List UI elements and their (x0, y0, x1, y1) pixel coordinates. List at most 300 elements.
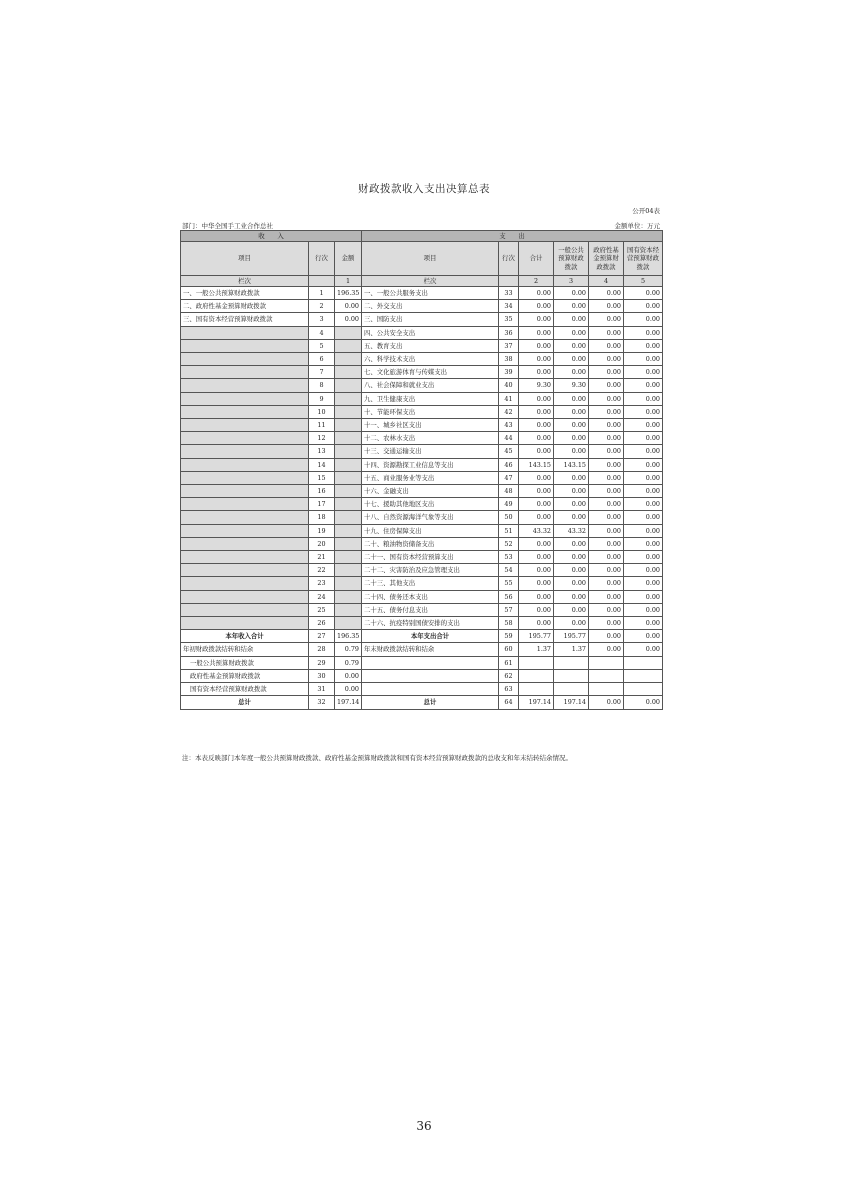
left-row-no: 21 (309, 551, 335, 564)
right-item: 十六、金融支出 (362, 485, 499, 498)
right-row-no: 35 (499, 313, 519, 326)
gov-fund-amount: 0.00 (589, 511, 624, 524)
state-capital-amount: 0.00 (624, 485, 663, 498)
left-row-no: 6 (309, 353, 335, 366)
left-item (181, 353, 309, 366)
right-item (362, 656, 499, 669)
gov-fund-amount: 0.00 (589, 551, 624, 564)
right-row-no: 43 (499, 419, 519, 432)
unit-label: 金额单位：万元 (614, 222, 660, 230)
left-row-no: 23 (309, 577, 335, 590)
col-label-income: 栏次 (181, 276, 309, 287)
left-item (181, 339, 309, 352)
state-capital-amount: 0.00 (624, 339, 663, 352)
gov-fund-amount: 0.00 (589, 696, 624, 709)
state-capital-amount: 0.00 (624, 630, 663, 643)
col-index-2: 2 (519, 276, 554, 287)
general-budget-amount: 43.32 (554, 524, 589, 537)
total-amount (519, 656, 554, 669)
left-row-no: 14 (309, 458, 335, 471)
gov-fund-amount: 0.00 (589, 405, 624, 418)
total-amount: 0.00 (519, 564, 554, 577)
gov-fund-amount: 0.00 (589, 379, 624, 392)
general-budget-amount: 0.00 (554, 471, 589, 484)
left-amount (335, 498, 362, 511)
state-capital-amount: 0.00 (624, 511, 663, 524)
right-item: 二十一、国有资本经营预算支出 (362, 551, 499, 564)
left-item (181, 603, 309, 616)
left-item (181, 366, 309, 379)
left-item (181, 419, 309, 432)
left-row-no: 22 (309, 564, 335, 577)
left-amount: 196.35 (335, 630, 362, 643)
right-item (362, 683, 499, 696)
general-budget-amount: 0.00 (554, 603, 589, 616)
left-amount: 0.00 (335, 669, 362, 682)
left-amount (335, 551, 362, 564)
form-number: 公开04表 (632, 207, 660, 215)
right-row-no: 47 (499, 471, 519, 484)
right-row-no: 41 (499, 392, 519, 405)
right-row-no: 37 (499, 339, 519, 352)
left-amount (335, 617, 362, 630)
table-note: 注：本表反映部门本年度一般公共预算财政拨款、政府性基金预算财政拨款和国有资本经营预算财政拨款的总收支和年末结转结余情况。 (182, 754, 572, 762)
right-item: 九、卫生健康支出 (362, 392, 499, 405)
table-row (181, 405, 663, 418)
right-row-no: 54 (499, 564, 519, 577)
left-amount (335, 353, 362, 366)
header-item-expense: 项目 (362, 242, 499, 276)
gov-fund-amount: 0.00 (589, 392, 624, 405)
state-capital-amount: 0.00 (624, 326, 663, 339)
right-row-no: 53 (499, 551, 519, 564)
total-amount: 9.30 (519, 379, 554, 392)
right-item: 二十二、灾害防治及应急管理支出 (362, 564, 499, 577)
right-item: 二十四、债务还本支出 (362, 590, 499, 603)
table-row (181, 339, 663, 352)
left-item: 一般公共预算财政拨款 (181, 656, 309, 669)
total-amount: 0.00 (519, 432, 554, 445)
total-amount: 0.00 (519, 300, 554, 313)
gov-fund-amount: 0.00 (589, 326, 624, 339)
total-amount: 0.00 (519, 590, 554, 603)
total-amount (519, 683, 554, 696)
state-capital-amount: 0.00 (624, 313, 663, 326)
right-row-no: 59 (499, 630, 519, 643)
left-amount (335, 511, 362, 524)
left-row-no: 2 (309, 300, 335, 313)
right-item: 十九、住房保障支出 (362, 524, 499, 537)
col-label-expense: 栏次 (362, 276, 499, 287)
state-capital-amount: 0.00 (624, 287, 663, 300)
left-row-no: 25 (309, 603, 335, 616)
header-row-columns (181, 242, 663, 276)
left-item: 年初财政拨款结转和结余 (181, 643, 309, 656)
right-item: 十三、交通运输支出 (362, 445, 499, 458)
right-row-no: 42 (499, 405, 519, 418)
table-row (181, 419, 663, 432)
header-row-col-index (181, 276, 663, 287)
state-capital-amount (624, 669, 663, 682)
left-row-no: 5 (309, 339, 335, 352)
right-row-no: 50 (499, 511, 519, 524)
header-amount: 金额 (335, 242, 362, 276)
state-capital-amount: 0.00 (624, 366, 663, 379)
left-amount (335, 339, 362, 352)
header-gov-fund: 政府性基金预算财政拨款 (589, 242, 624, 276)
left-item (181, 564, 309, 577)
right-item: 四、公共安全支出 (362, 326, 499, 339)
gov-fund-amount: 0.00 (589, 564, 624, 577)
right-row-no: 52 (499, 537, 519, 550)
general-budget-amount (554, 683, 589, 696)
right-item (362, 669, 499, 682)
left-row-no: 20 (309, 537, 335, 550)
left-item (181, 551, 309, 564)
left-amount (335, 537, 362, 550)
left-item (181, 617, 309, 630)
left-amount (335, 366, 362, 379)
state-capital-amount: 0.00 (624, 458, 663, 471)
left-amount (335, 405, 362, 418)
right-row-no: 60 (499, 643, 519, 656)
gov-fund-amount: 0.00 (589, 287, 624, 300)
left-item: 政府性基金预算财政拨款 (181, 669, 309, 682)
right-item: 十八、自然资源海洋气象等支出 (362, 511, 499, 524)
state-capital-amount: 0.00 (624, 643, 663, 656)
left-item (181, 590, 309, 603)
right-item: 十四、资源勘探工业信息等支出 (362, 458, 499, 471)
right-row-no: 62 (499, 669, 519, 682)
left-row-no: 12 (309, 432, 335, 445)
total-amount: 0.00 (519, 405, 554, 418)
right-row-no: 45 (499, 445, 519, 458)
col-index-1: 1 (335, 276, 362, 287)
left-row-no: 15 (309, 471, 335, 484)
total-amount: 0.00 (519, 537, 554, 550)
table-row (181, 300, 663, 313)
left-row-no: 27 (309, 630, 335, 643)
state-capital-amount: 0.00 (624, 445, 663, 458)
left-amount: 197.14 (335, 696, 362, 709)
state-capital-amount: 0.00 (624, 524, 663, 537)
left-amount (335, 326, 362, 339)
general-budget-amount: 0.00 (554, 353, 589, 366)
gov-fund-amount: 0.00 (589, 524, 624, 537)
right-row-no: 40 (499, 379, 519, 392)
right-row-no: 34 (499, 300, 519, 313)
total-amount: 0.00 (519, 511, 554, 524)
left-item: 三、国有资本经营预算财政拨款 (181, 313, 309, 326)
left-item: 本年收入合计 (181, 630, 309, 643)
general-budget-amount (554, 669, 589, 682)
header-item: 项目 (181, 242, 309, 276)
table-row (181, 485, 663, 498)
col-index-blank (309, 276, 335, 287)
right-item: 六、科学技术支出 (362, 353, 499, 366)
left-amount: 0.00 (335, 313, 362, 326)
right-row-no: 61 (499, 656, 519, 669)
general-budget-amount: 0.00 (554, 445, 589, 458)
right-item: 五、教育支出 (362, 339, 499, 352)
total-amount: 0.00 (519, 326, 554, 339)
table-row (181, 603, 663, 616)
general-budget-amount: 0.00 (554, 287, 589, 300)
gov-fund-amount: 0.00 (589, 458, 624, 471)
left-amount (335, 392, 362, 405)
general-budget-amount: 0.00 (554, 432, 589, 445)
table-row (181, 458, 663, 471)
total-amount: 195.77 (519, 630, 554, 643)
page-number: 36 (416, 1119, 432, 1133)
left-item (181, 392, 309, 405)
general-budget-amount: 0.00 (554, 564, 589, 577)
general-budget-amount: 143.15 (554, 458, 589, 471)
total-amount: 0.00 (519, 603, 554, 616)
general-budget-amount: 0.00 (554, 339, 589, 352)
total-amount: 0.00 (519, 617, 554, 630)
gov-fund-amount: 0.00 (589, 485, 624, 498)
right-item: 总计 (362, 696, 499, 709)
state-capital-amount: 0.00 (624, 564, 663, 577)
right-item: 十、节能环保支出 (362, 405, 499, 418)
left-row-no: 9 (309, 392, 335, 405)
right-row-no: 38 (499, 353, 519, 366)
left-row-no: 16 (309, 485, 335, 498)
state-capital-amount: 0.00 (624, 603, 663, 616)
general-budget-amount: 0.00 (554, 405, 589, 418)
gov-fund-amount: 0.00 (589, 366, 624, 379)
left-amount (335, 471, 362, 484)
table-row (181, 577, 663, 590)
gov-fund-amount: 0.00 (589, 590, 624, 603)
col-index-4: 4 (589, 276, 624, 287)
total-amount: 0.00 (519, 313, 554, 326)
left-amount (335, 603, 362, 616)
total-amount: 0.00 (519, 419, 554, 432)
left-amount (335, 458, 362, 471)
table-row (181, 656, 663, 669)
general-budget-amount: 0.00 (554, 537, 589, 550)
page-title: 财政拨款收入支出决算总表 (358, 183, 490, 195)
total-amount: 0.00 (519, 366, 554, 379)
left-item (181, 432, 309, 445)
gov-fund-amount: 0.00 (589, 419, 624, 432)
left-row-no: 11 (309, 419, 335, 432)
gov-fund-amount: 0.00 (589, 300, 624, 313)
total-amount: 0.00 (519, 498, 554, 511)
left-item (181, 326, 309, 339)
left-item (181, 511, 309, 524)
left-amount (335, 485, 362, 498)
gov-fund-amount: 0.00 (589, 643, 624, 656)
total-amount: 0.00 (519, 353, 554, 366)
table-row (181, 511, 663, 524)
state-capital-amount: 0.00 (624, 392, 663, 405)
table-row (181, 696, 663, 709)
header-total: 合计 (519, 242, 554, 276)
gov-fund-amount (589, 669, 624, 682)
right-item: 十七、援助其他地区支出 (362, 498, 499, 511)
right-row-no: 33 (499, 287, 519, 300)
left-item: 二、政府性基金预算财政拨款 (181, 300, 309, 313)
table-row (181, 683, 663, 696)
gov-fund-amount: 0.00 (589, 537, 624, 550)
general-budget-amount: 9.30 (554, 379, 589, 392)
left-item (181, 471, 309, 484)
right-row-no: 46 (499, 458, 519, 471)
left-item (181, 379, 309, 392)
right-row-no: 58 (499, 617, 519, 630)
left-amount (335, 524, 362, 537)
state-capital-amount: 0.00 (624, 551, 663, 564)
gov-fund-amount (589, 656, 624, 669)
state-capital-amount: 0.00 (624, 419, 663, 432)
general-budget-amount: 1.37 (554, 643, 589, 656)
gov-fund-amount: 0.00 (589, 445, 624, 458)
left-amount (335, 419, 362, 432)
gov-fund-amount (589, 683, 624, 696)
general-budget-amount: 0.00 (554, 577, 589, 590)
left-row-no: 30 (309, 669, 335, 682)
left-row-no: 1 (309, 287, 335, 300)
left-row-no: 8 (309, 379, 335, 392)
total-amount: 197.14 (519, 696, 554, 709)
gov-fund-amount: 0.00 (589, 603, 624, 616)
total-amount: 143.15 (519, 458, 554, 471)
left-row-no: 31 (309, 683, 335, 696)
left-row-no: 19 (309, 524, 335, 537)
gov-fund-amount: 0.00 (589, 577, 624, 590)
table-row (181, 590, 663, 603)
total-amount: 1.37 (519, 643, 554, 656)
general-budget-amount (554, 656, 589, 669)
right-row-no: 64 (499, 696, 519, 709)
state-capital-amount: 0.00 (624, 498, 663, 511)
total-amount (519, 669, 554, 682)
gov-fund-amount: 0.00 (589, 471, 624, 484)
state-capital-amount: 0.00 (624, 379, 663, 392)
finance-summary-table (180, 230, 663, 710)
left-row-no: 3 (309, 313, 335, 326)
right-row-no: 44 (499, 432, 519, 445)
general-budget-amount: 0.00 (554, 590, 589, 603)
department-label: 部门：中华全国手工业合作总社 (182, 222, 273, 230)
left-item (181, 498, 309, 511)
table-row (181, 537, 663, 550)
col-index-3: 3 (554, 276, 589, 287)
general-budget-amount: 0.00 (554, 326, 589, 339)
right-item: 年末财政拨款结转和结余 (362, 643, 499, 656)
right-item: 八、社会保障和就业支出 (362, 379, 499, 392)
table-row (181, 353, 663, 366)
expense-section-header: 支 出 (362, 231, 663, 242)
general-budget-amount: 0.00 (554, 617, 589, 630)
left-amount (335, 445, 362, 458)
right-row-no: 48 (499, 485, 519, 498)
header-row-no: 行次 (309, 242, 335, 276)
state-capital-amount: 0.00 (624, 405, 663, 418)
table-row (181, 551, 663, 564)
right-row-no: 36 (499, 326, 519, 339)
left-item (181, 524, 309, 537)
general-budget-amount: 0.00 (554, 498, 589, 511)
total-amount: 0.00 (519, 577, 554, 590)
total-amount: 0.00 (519, 287, 554, 300)
total-amount: 0.00 (519, 445, 554, 458)
left-row-no: 10 (309, 405, 335, 418)
total-amount: 0.00 (519, 485, 554, 498)
left-row-no: 28 (309, 643, 335, 656)
left-amount: 196.35 (335, 287, 362, 300)
right-row-no: 57 (499, 603, 519, 616)
right-item: 十二、农林水支出 (362, 432, 499, 445)
table-row (181, 287, 663, 300)
state-capital-amount: 0.00 (624, 537, 663, 550)
table-row (181, 617, 663, 630)
table-row (181, 669, 663, 682)
header-state-capital: 国有资本经营预算财政拨款 (624, 242, 663, 276)
table-row (181, 432, 663, 445)
right-item: 二、外交支出 (362, 300, 499, 313)
total-amount: 0.00 (519, 551, 554, 564)
right-row-no: 39 (499, 366, 519, 379)
right-item: 三、国防支出 (362, 313, 499, 326)
general-budget-amount: 0.00 (554, 485, 589, 498)
left-amount: 0.79 (335, 643, 362, 656)
gov-fund-amount: 0.00 (589, 498, 624, 511)
general-budget-amount: 0.00 (554, 366, 589, 379)
table-row (181, 326, 663, 339)
gov-fund-amount: 0.00 (589, 313, 624, 326)
left-item (181, 537, 309, 550)
general-budget-amount: 197.14 (554, 696, 589, 709)
left-item: 一、一般公共预算财政拨款 (181, 287, 309, 300)
general-budget-amount: 0.00 (554, 313, 589, 326)
table-row (181, 643, 663, 656)
left-row-no: 17 (309, 498, 335, 511)
left-item: 国有资本经营预算财政拨款 (181, 683, 309, 696)
left-row-no: 7 (309, 366, 335, 379)
total-amount: 0.00 (519, 392, 554, 405)
left-amount: 0.79 (335, 656, 362, 669)
total-amount: 0.00 (519, 471, 554, 484)
general-budget-amount: 0.00 (554, 300, 589, 313)
gov-fund-amount: 0.00 (589, 630, 624, 643)
right-item: 二十三、其他支出 (362, 577, 499, 590)
right-item: 二十六、抗疫特别国债安排的支出 (362, 617, 499, 630)
right-item: 十五、商业服务业等支出 (362, 471, 499, 484)
gov-fund-amount: 0.00 (589, 353, 624, 366)
right-item: 七、文化旅游体育与传媒支出 (362, 366, 499, 379)
total-amount: 0.00 (519, 339, 554, 352)
state-capital-amount (624, 656, 663, 669)
left-amount: 0.00 (335, 300, 362, 313)
header-row-section (181, 231, 663, 242)
right-item: 本年支出合计 (362, 630, 499, 643)
state-capital-amount: 0.00 (624, 471, 663, 484)
left-amount (335, 379, 362, 392)
general-budget-amount: 0.00 (554, 392, 589, 405)
col-index-blank-2 (499, 276, 519, 287)
right-item: 二十五、债务付息支出 (362, 603, 499, 616)
header-row-no-expense: 行次 (499, 242, 519, 276)
left-item (181, 577, 309, 590)
left-row-no: 32 (309, 696, 335, 709)
table-row (181, 392, 663, 405)
table-row (181, 564, 663, 577)
state-capital-amount: 0.00 (624, 432, 663, 445)
